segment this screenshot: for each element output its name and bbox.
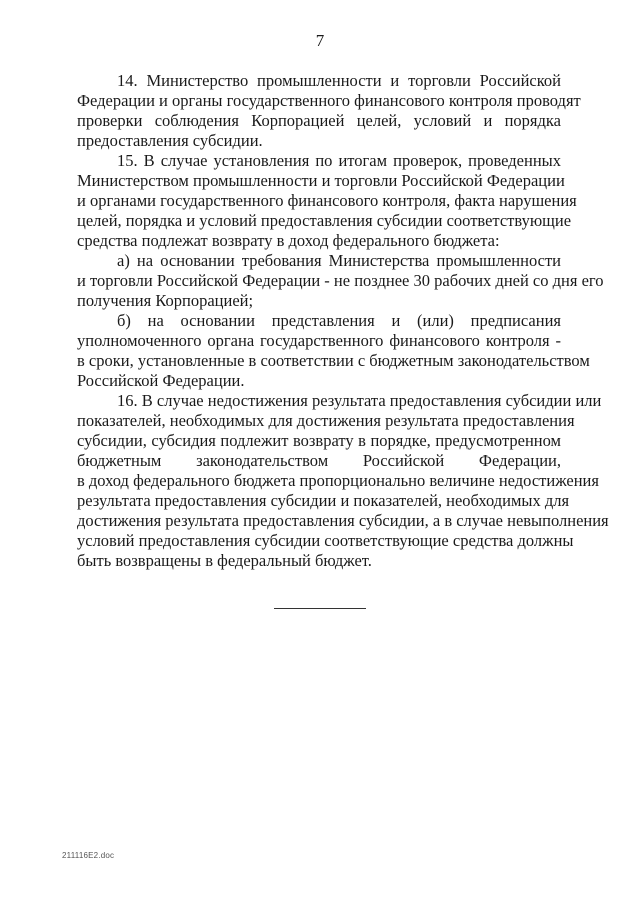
text-line: 14. Министерство промышленности и торговли Российской: [117, 71, 561, 90]
end-separator-line: [274, 608, 366, 609]
text-line: показателей, необходимых для достижения результата предоставления: [77, 411, 575, 430]
text-line: предоставления субсидии.: [77, 131, 263, 150]
paragraph-16: [77, 391, 609, 571]
text-line: и органами государственного финансового контроля, факта нарушения: [77, 191, 577, 210]
text-line: в сроки, установленные в соответствии с бюджетным законодательством: [77, 351, 590, 370]
text-line: 16. В случае недостижения результата предоставления субсидии или: [117, 391, 602, 410]
text-line: Федерации и органы государственного финансового контроля проводят: [77, 91, 581, 110]
text-line: проверки соблюдения Корпорацией целей, условий и порядка: [77, 111, 561, 130]
text-line: достижения результата предоставления субсидии, а в случае невыполнения: [77, 511, 609, 530]
text-line: результата предоставления субсидии и показателей, необходимых для: [77, 491, 570, 510]
text-line: Министерством промышленности и торговли Российской Федерации: [77, 171, 565, 190]
text-line: целей, порядка и условий предоставления субсидии соответствующие: [77, 211, 572, 230]
text-line: бюджетным законодательством Российской Федерации,: [77, 451, 561, 470]
text-line: 15. В случае установления по итогам проверок, проведенных: [117, 151, 561, 170]
text-line: субсидии, субсидия подлежит возврату в порядке, предусмотренном: [77, 431, 561, 450]
text-line: быть возвращены в федеральный бюджет.: [77, 551, 372, 570]
paragraph-14: [77, 71, 581, 151]
text-line: и торговли Российской Федерации - не позднее 30 рабочих дней со дня его: [77, 271, 604, 290]
footer-file-name: 211116E2.doc: [62, 851, 115, 860]
text-line: получения Корпорацией;: [77, 291, 254, 310]
text-line: уполномоченного органа государственного финансового контроля -: [77, 331, 561, 350]
text-line: в доход федерального бюджета пропорционально величине недостижения: [77, 471, 599, 490]
document-body: [77, 71, 609, 571]
paragraph-15: [77, 151, 577, 251]
text-line: б) на основании представления и (или) предписания: [117, 311, 561, 330]
subparagraph-b: [77, 311, 590, 391]
text-line: средства подлежат возврату в доход федерального бюджета:: [77, 231, 500, 250]
subparagraph-a: [77, 251, 604, 311]
page-number: 7: [315, 31, 325, 50]
text-line: а) на основании требования Министерства промышленности: [117, 251, 561, 270]
text-line: условий предоставления субсидии соответствующие средства должны: [77, 531, 574, 550]
text-line: Российской Федерации.: [77, 371, 245, 390]
